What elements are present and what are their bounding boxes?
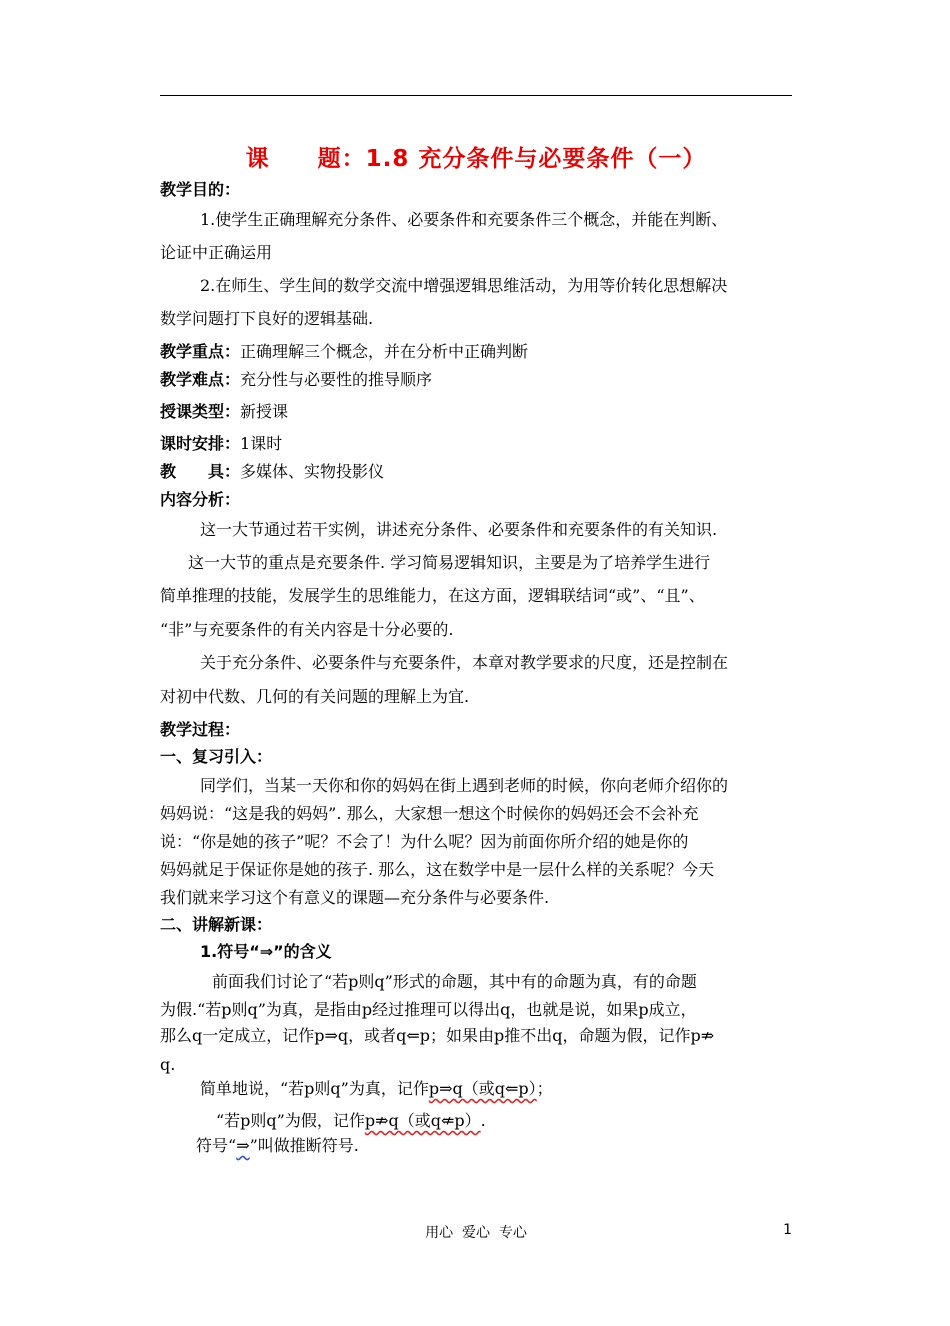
process-heading: 教学过程： bbox=[160, 720, 241, 739]
symbol-name-prefix: 符号“ bbox=[196, 1136, 237, 1155]
schedule-value: 1课时 bbox=[240, 434, 283, 453]
tools-row bbox=[160, 462, 384, 482]
analysis-p3-line-2: 对初中代数、几何的有关问题的理解上为宜. bbox=[160, 687, 470, 706]
page-number: 1 bbox=[783, 1222, 792, 1238]
goal-2-line-2: 数学问题打下良好的逻辑基础. bbox=[160, 309, 374, 328]
intro-line-3: 说：“你是她的孩子”呢？不会了！为什么呢？因为前面你所介绍的她是你的 bbox=[160, 832, 689, 851]
symbol-para-line-4: q. bbox=[160, 1055, 176, 1074]
footer-motto: 用心 爱心 专心 bbox=[425, 1225, 527, 1241]
intro-line-4: 妈妈就足于保证你是她的孩子. 那么，这在数学中是一层什么样的关系呢？今天 bbox=[160, 860, 715, 879]
tools-value: 多媒体、实物投影仪 bbox=[240, 462, 385, 481]
false-end: . bbox=[480, 1111, 486, 1130]
false-notation: p⇏q（或q⇍p） bbox=[364, 1111, 481, 1130]
intro-line-1: 同学们，当某一天你和你的妈妈在街上遇到老师的时候，你向老师介绍你的 bbox=[200, 776, 729, 795]
goal-1-line-2: 论证中正确运用 bbox=[160, 243, 273, 262]
difficulty-value: 充分性与必要性的推导顺序 bbox=[240, 370, 433, 389]
false-text: “若p则q”为假，记作 bbox=[216, 1111, 365, 1130]
schedule-row bbox=[160, 434, 282, 454]
simply-end: ； bbox=[536, 1079, 553, 1098]
analysis-p1: 这一大节通过若干实例，讲述充分条件、必要条件和充要条件的有关知识. bbox=[200, 520, 718, 539]
section-2-heading: 二、讲解新课： bbox=[160, 915, 273, 934]
false-line bbox=[216, 1111, 486, 1131]
focus-row bbox=[160, 342, 528, 362]
simply-notation: p⇒q（或q⇐p） bbox=[428, 1079, 537, 1098]
analysis-heading: 内容分析： bbox=[160, 490, 241, 509]
analysis-p2-line-1: 这一大节的重点是充要条件. 学习简易逻辑知识，主要是为了培养学生进行 bbox=[188, 553, 711, 572]
header-rule bbox=[160, 95, 792, 96]
schedule-label: 课时安排： bbox=[160, 434, 241, 453]
type-value: 新授课 bbox=[240, 402, 289, 421]
subsection-1-heading: 1.符号“⇒”的含义 bbox=[200, 942, 332, 961]
symbol-name-suffix: ”叫做推断符号. bbox=[249, 1136, 359, 1155]
tools-label-1: 教 bbox=[160, 462, 177, 481]
simply-line bbox=[200, 1079, 553, 1099]
goal-2-line-1: 2.在师生、学生间的数学交流中增强逻辑思维活动，为用等价转化思想解决 bbox=[200, 276, 728, 295]
simply-text: 简单地说，“若p则q”为真，记作 bbox=[200, 1079, 429, 1098]
analysis-p2-line-2: 简单推理的技能，发展学生的思维能力，在这方面，逻辑联结词“或”、“且”、 bbox=[160, 586, 705, 605]
focus-label: 教学重点： bbox=[160, 342, 241, 361]
symbol-para-line-2: 为假.“若p则q”为真，是指由p经过推理可以得出q，也就是说，如果p成立， bbox=[160, 1000, 697, 1019]
symbol-name-arrow: ⇒ bbox=[236, 1136, 250, 1155]
intro-line-2: 妈妈说：“这是我的妈妈”. 那么，大家想一想这个时候你的妈妈还会不会补充 bbox=[160, 804, 699, 823]
symbol-name-line bbox=[196, 1136, 359, 1156]
type-row bbox=[160, 402, 288, 422]
symbol-para-line-3: 那么q一定成立，记作p⇒q，或者q⇐p；如果由p推不出q，命题为假，记作p⇏ bbox=[160, 1026, 715, 1045]
type-label: 授课类型： bbox=[160, 402, 241, 421]
focus-value: 正确理解三个概念，并在分析中正确判断 bbox=[240, 342, 529, 361]
analysis-p2-line-3: “非”与充要条件的有关内容是十分必要的. bbox=[160, 620, 454, 639]
symbol-para-line-1: 前面我们讨论了“若p则q”形式的命题，其中有的命题为真，有的命题 bbox=[212, 972, 697, 991]
analysis-p3-line-1: 关于充分条件、必要条件与充要条件，本章对教学要求的尺度，还是控制在 bbox=[200, 653, 729, 672]
section-1-heading: 一、复习引入： bbox=[160, 747, 273, 766]
difficulty-row bbox=[160, 370, 432, 390]
goals-heading: 教学目的： bbox=[160, 180, 241, 199]
goal-1-line-1: 1.使学生正确理解充分条件、必要条件和充要条件三个概念，并能在判断、 bbox=[200, 210, 728, 229]
page-title: 课 题：1.8 充分条件与必要条件（一） bbox=[245, 146, 707, 172]
intro-line-5: 我们就来学习这个有意义的课题—充分条件与必要条件. bbox=[160, 888, 550, 907]
tools-label-2: 具： bbox=[208, 462, 241, 481]
difficulty-label: 教学难点： bbox=[160, 370, 241, 389]
